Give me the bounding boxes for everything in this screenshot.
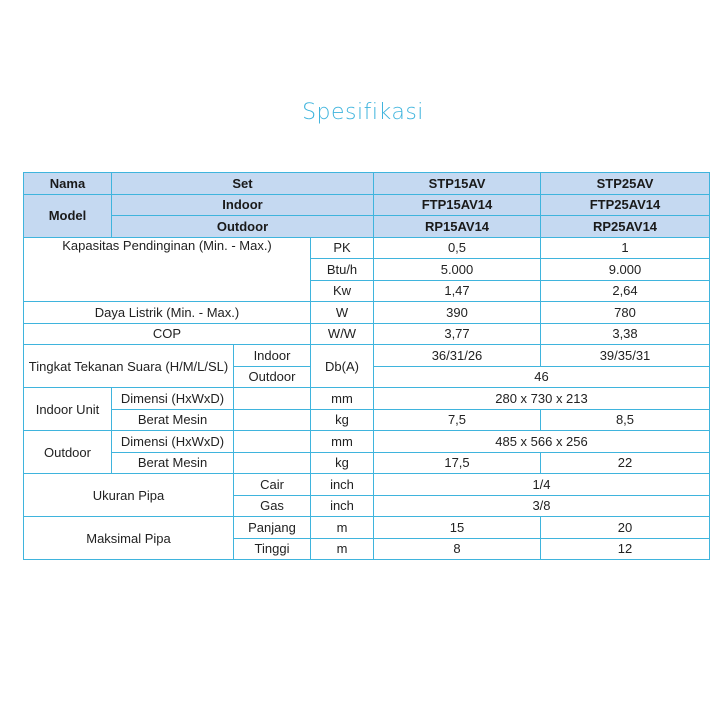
page-title: Spesifikasi	[302, 100, 424, 125]
unit-cell: PK	[311, 237, 374, 259]
table-row	[24, 474, 710, 496]
indoor-unit-label: Indoor Unit	[24, 388, 112, 431]
value-cell: 15	[374, 517, 541, 539]
dimensi-label: Dimensi (HxWxD)	[112, 388, 234, 410]
gas-label: Gas	[234, 495, 311, 517]
table-row	[24, 216, 710, 238]
outdoor-unit-label: Outdoor	[24, 431, 112, 474]
table-row	[24, 452, 710, 474]
value-cell: 390	[374, 302, 541, 324]
value-cell: 485 x 566 x 256	[374, 431, 710, 453]
value-cell: 12	[541, 538, 710, 560]
value-cell: 9.000	[541, 259, 710, 281]
value-cell: 17,5	[374, 452, 541, 474]
unit-cell: mm	[311, 388, 374, 410]
empty-cell	[234, 409, 311, 431]
header-indoor: Indoor	[112, 194, 374, 216]
value-cell: 46	[374, 366, 710, 388]
value-cell: 2,64	[541, 280, 710, 302]
unit-cell: Btu/h	[311, 259, 374, 281]
table-row	[24, 517, 710, 539]
value-cell: 7,5	[374, 409, 541, 431]
empty-cell	[234, 388, 311, 410]
value-cell: 3,38	[541, 323, 710, 345]
unit-cell: kg	[311, 409, 374, 431]
value-cell: 0,5	[374, 237, 541, 259]
header-model: Model	[24, 194, 112, 237]
table-row	[24, 388, 710, 410]
unit-cell: Kw	[311, 280, 374, 302]
value-cell: 36/31/26	[374, 345, 541, 367]
tinggi-label: Tinggi	[234, 538, 311, 560]
header-nama: Nama	[24, 173, 112, 195]
table-row	[24, 302, 710, 324]
unit-cell: mm	[311, 431, 374, 453]
suara-outdoor-label: Outdoor	[234, 366, 311, 388]
value-cell: 22	[541, 452, 710, 474]
value-cell: 1,47	[374, 280, 541, 302]
empty-cell	[234, 431, 311, 453]
unit-cell: inch	[311, 495, 374, 517]
header-outdoor: Outdoor	[112, 216, 374, 238]
header-set-model-1: STP15AV	[374, 173, 541, 195]
table-row	[24, 345, 710, 367]
empty-cell	[234, 452, 311, 474]
unit-cell: m	[311, 517, 374, 539]
header-indoor-model-2: FTP25AV14	[541, 194, 710, 216]
value-cell: 3,77	[374, 323, 541, 345]
spec-table	[23, 172, 710, 560]
value-cell: 8,5	[541, 409, 710, 431]
suara-label: Tingkat Tekanan Suara (H/M/L/SL)	[24, 345, 234, 388]
berat-label: Berat Mesin	[112, 452, 234, 474]
suara-indoor-label: Indoor	[234, 345, 311, 367]
table-row	[24, 323, 710, 345]
header-indoor-model-1: FTP15AV14	[374, 194, 541, 216]
table-row	[24, 194, 710, 216]
dimensi-label: Dimensi (HxWxD)	[112, 431, 234, 453]
daya-label: Daya Listrik (Min. - Max.)	[24, 302, 311, 324]
value-cell: 8	[374, 538, 541, 560]
pipa-label: Ukuran Pipa	[24, 474, 234, 517]
header-outdoor-model-2: RP25AV14	[541, 216, 710, 238]
value-cell: 5.000	[374, 259, 541, 281]
value-cell: 1	[541, 237, 710, 259]
header-outdoor-model-1: RP15AV14	[374, 216, 541, 238]
panjang-label: Panjang	[234, 517, 311, 539]
unit-cell: W/W	[311, 323, 374, 345]
value-cell: 280 x 730 x 213	[374, 388, 710, 410]
berat-label: Berat Mesin	[112, 409, 234, 431]
table-row	[24, 173, 710, 195]
value-cell: 780	[541, 302, 710, 324]
value-cell: 39/35/31	[541, 345, 710, 367]
table-row	[24, 237, 710, 259]
value-cell: 1/4	[374, 474, 710, 496]
unit-cell: Db(A)	[311, 345, 374, 388]
unit-cell: inch	[311, 474, 374, 496]
table-row	[24, 431, 710, 453]
unit-cell: kg	[311, 452, 374, 474]
value-cell: 3/8	[374, 495, 710, 517]
header-set-model-2: STP25AV	[541, 173, 710, 195]
cop-label: COP	[24, 323, 311, 345]
value-cell: 20	[541, 517, 710, 539]
maks-label: Maksimal Pipa	[24, 517, 234, 560]
header-set: Set	[112, 173, 374, 195]
kapasitas-label: Kapasitas Pendinginan (Min. - Max.)	[24, 237, 311, 302]
cair-label: Cair	[234, 474, 311, 496]
table-row	[24, 409, 710, 431]
unit-cell: m	[311, 538, 374, 560]
unit-cell: W	[311, 302, 374, 324]
